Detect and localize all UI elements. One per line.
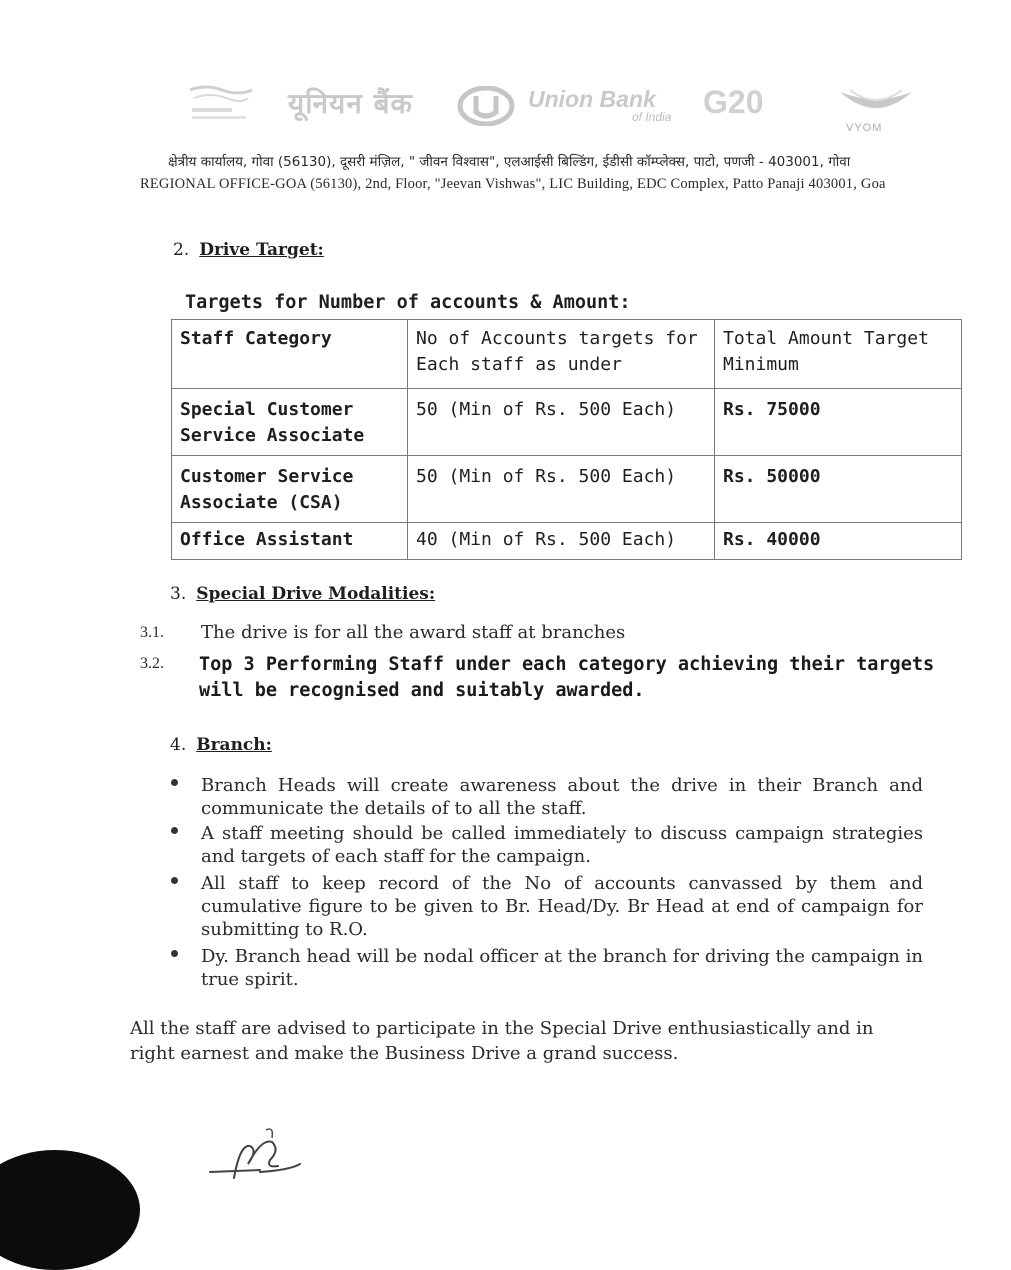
bank-name-hindi: यूनियन बैंक bbox=[288, 87, 414, 120]
table-row bbox=[172, 389, 962, 456]
bank-name-english-sub: of India bbox=[632, 110, 672, 124]
table-header-cell: No of Accounts targets for Each staff as under bbox=[408, 320, 715, 389]
table-row bbox=[172, 523, 962, 560]
list-item: Dy. Branch head will be nodal officer at the branch for driving the campaign in true spirit. bbox=[201, 946, 923, 990]
bullet-icon bbox=[171, 779, 178, 786]
table-header-row bbox=[172, 320, 962, 389]
bullet-icon bbox=[171, 877, 178, 884]
list-item: All staff to keep record of the No of accounts canvassed by them and cumulative figure to be given to Br. Head/Dy. Br Head at end of campaign for submitting to R.O. bbox=[201, 873, 923, 940]
signature-icon bbox=[200, 1124, 310, 1184]
address-english: REGIONAL OFFICE-GOA (56130), 2nd, Floor, "Jeevan Vishwas", LIC Building, EDC Complex, Patto Panaji 403001, Goa bbox=[140, 176, 886, 192]
modality-number: 3.1. bbox=[140, 624, 164, 641]
table-cell: Rs. 75000 bbox=[715, 389, 962, 456]
table-caption: Targets for Number of accounts & Amount: bbox=[185, 292, 631, 313]
section-title: Special Drive Modalities: bbox=[196, 584, 436, 604]
vyom-logo-text: VYOM bbox=[846, 122, 883, 134]
section-3-heading bbox=[170, 584, 435, 604]
union-bank-logo-icon bbox=[456, 86, 516, 126]
section-number: 4. bbox=[170, 735, 187, 755]
bank-name-english: Union Bank bbox=[528, 86, 656, 112]
address-hindi: क्षेत्रीय कार्यालय, गोवा (56130), दूसरी मंज़िल, " जीवन विश्वास", एलआईसी बिल्डिंग, ईडीसी कॉम्प्लेक्स, पाटो, पणजी - 403001, गोवा bbox=[168, 154, 851, 170]
targets-table bbox=[171, 319, 962, 560]
section-title: Drive Target: bbox=[199, 240, 324, 260]
azadi-logo bbox=[186, 80, 256, 126]
table-cell: Rs. 50000 bbox=[715, 456, 962, 523]
modality-text: The drive is for all the award staff at branches bbox=[201, 622, 626, 643]
g20-logo: G20 bbox=[703, 84, 764, 120]
bullet-icon bbox=[171, 827, 178, 834]
section-number: 2. bbox=[173, 240, 190, 260]
modality-text: Top 3 Performing Staff under each category achieving their targets will be recognised and suitably awarded. bbox=[199, 654, 935, 701]
table-cell: 50 (Min of Rs. 500 Each) bbox=[408, 389, 715, 456]
modality-number: 3.2. bbox=[140, 655, 164, 672]
table-cell: Customer Service Associate (CSA) bbox=[172, 456, 408, 523]
list-item: Branch Heads will create awareness about the drive in their Branch and communicate the details of to all the staff. bbox=[201, 775, 923, 819]
table-cell: 50 (Min of Rs. 500 Each) bbox=[408, 456, 715, 523]
table-cell: Special Customer Service Associate bbox=[172, 389, 408, 456]
table-cell: Rs. 40000 bbox=[715, 523, 962, 560]
table-header-cell: Total Amount Target Minimum bbox=[715, 320, 962, 389]
section-4-heading bbox=[170, 735, 272, 755]
table-cell: 40 (Min of Rs. 500 Each) bbox=[408, 523, 715, 560]
vyom-logo-icon bbox=[836, 84, 916, 120]
table-header-cell: Staff Category bbox=[172, 320, 408, 389]
section-number: 3. bbox=[170, 584, 187, 604]
scan-shadow bbox=[0, 1150, 140, 1270]
closing-paragraph: All the staff are advised to participate in the Special Drive enthusiastically and in right earnest and make the Business Drive a grand success. bbox=[130, 1018, 874, 1064]
section-title: Branch: bbox=[196, 735, 272, 755]
section-2-heading bbox=[173, 240, 324, 260]
table-cell: Office Assistant bbox=[172, 523, 408, 560]
list-item: A staff meeting should be called immediately to discuss campaign strategies and targets of each staff for the campaign. bbox=[201, 823, 923, 867]
bullet-icon bbox=[171, 950, 178, 957]
table-row bbox=[172, 456, 962, 523]
